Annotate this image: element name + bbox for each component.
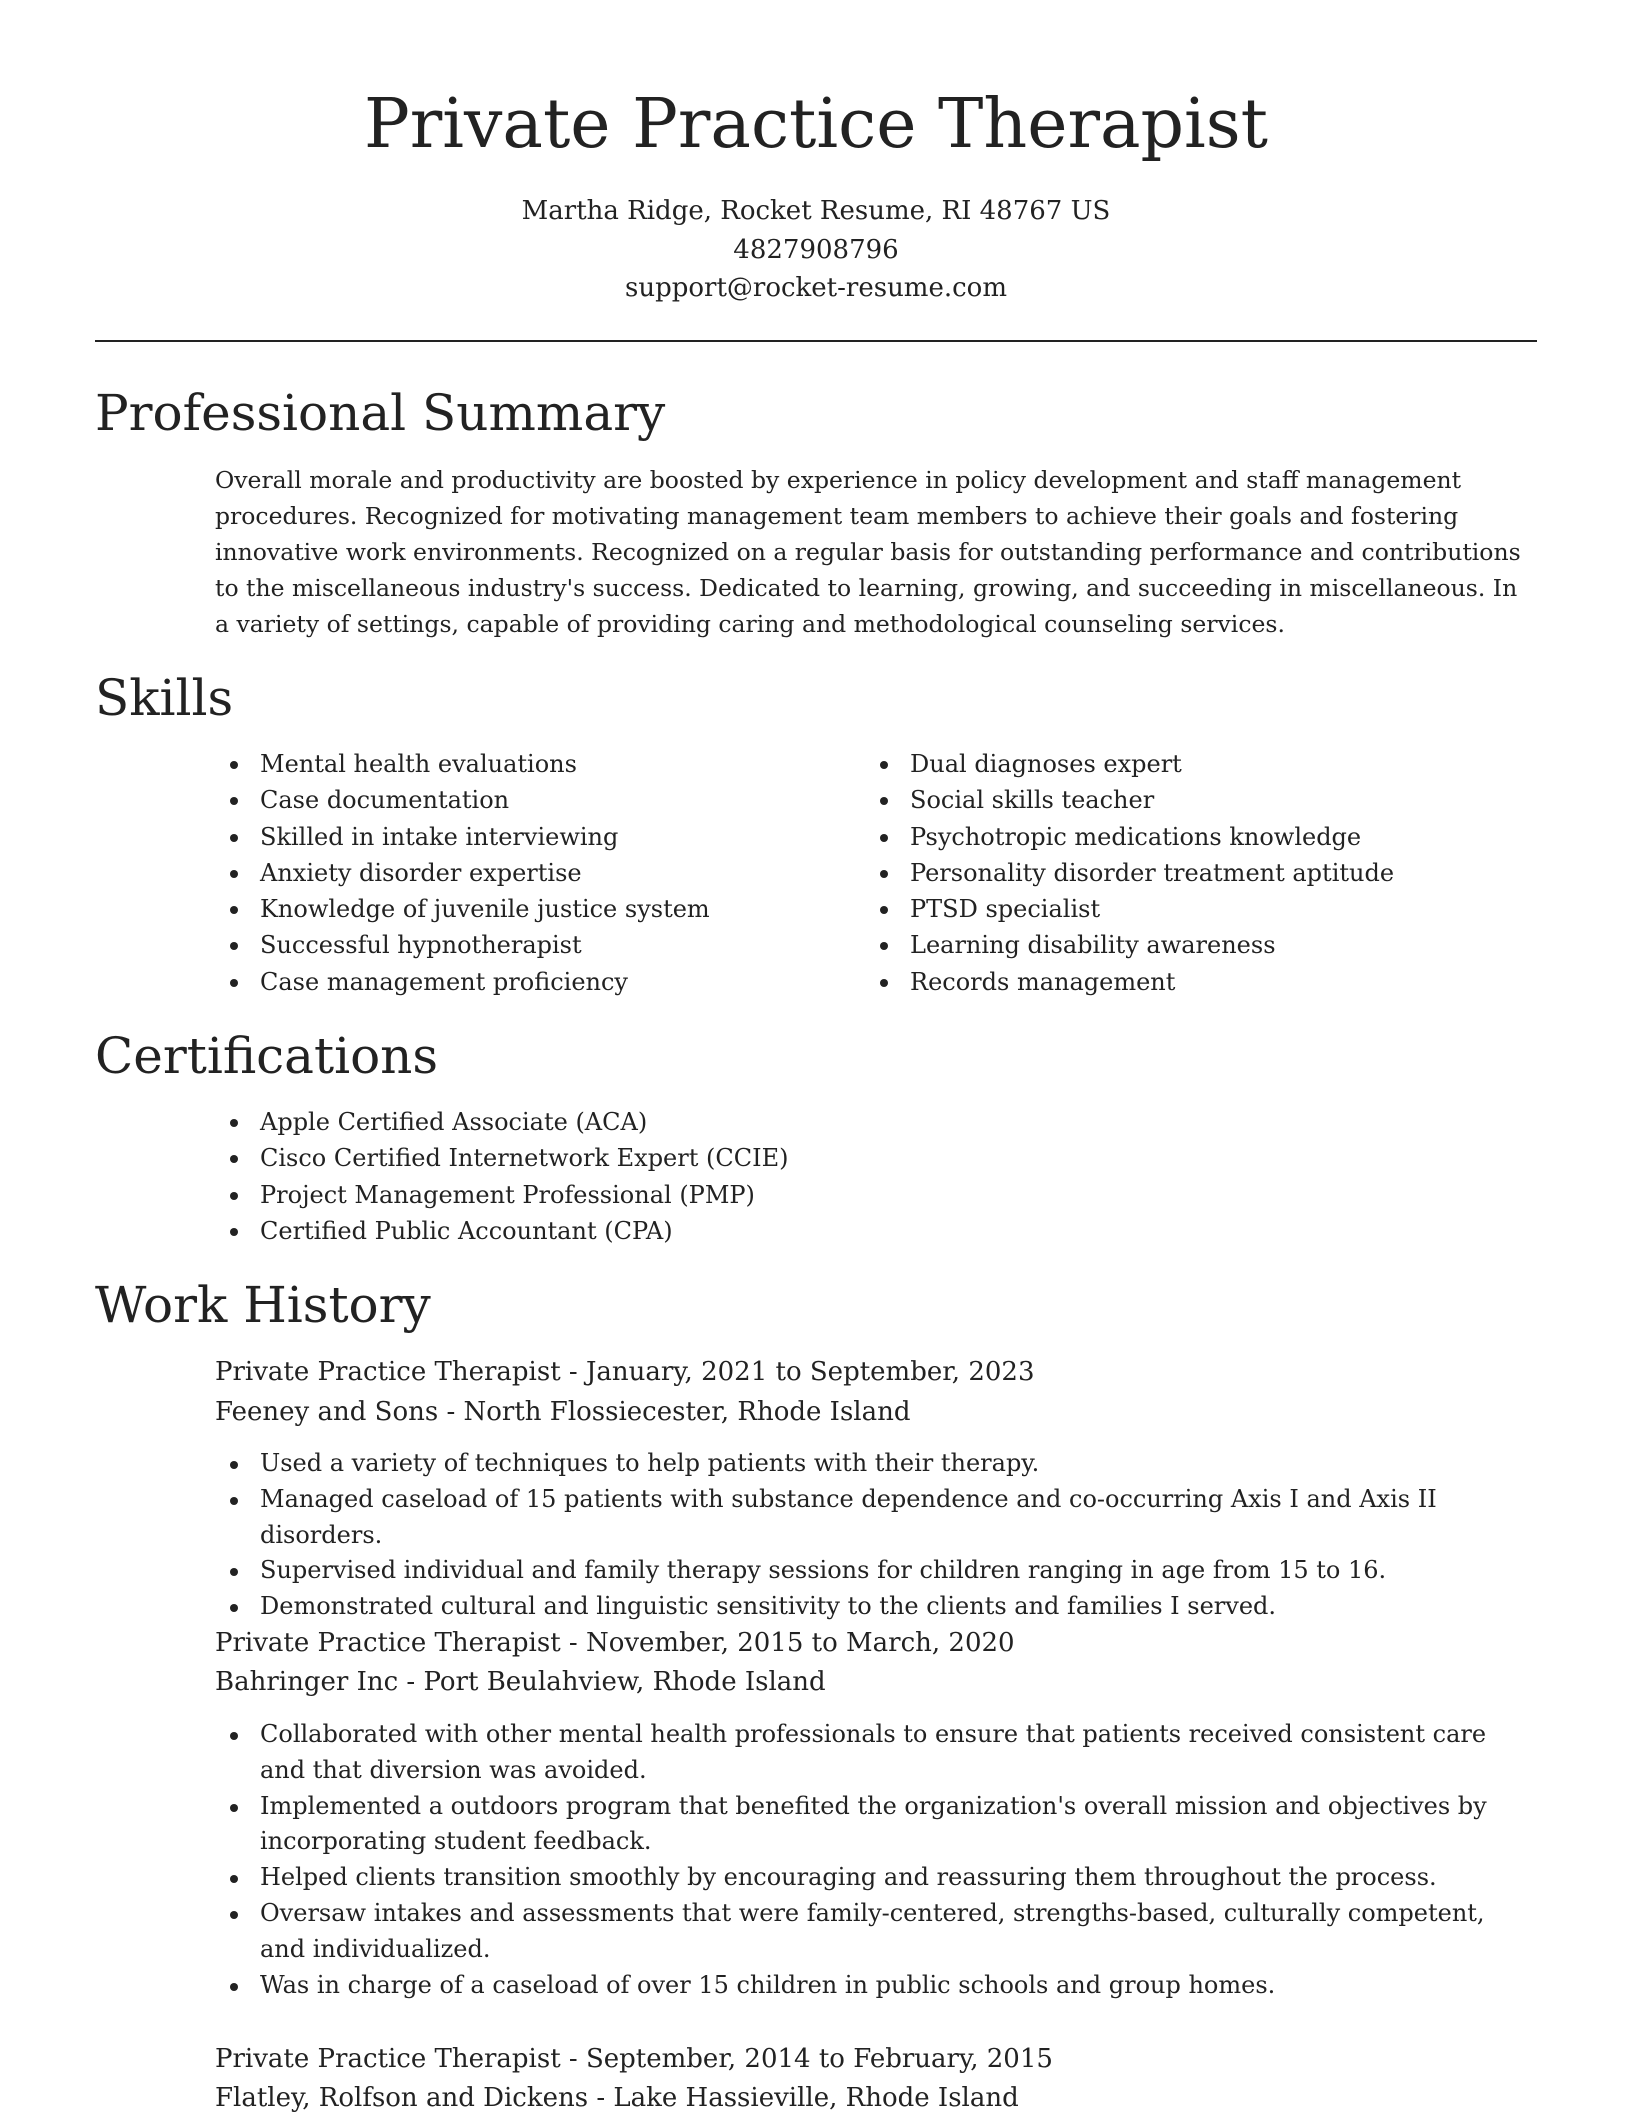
certification-item: Cisco Certified Internetwork Expert (CCIE) xyxy=(215,1140,1415,1176)
certification-item: Project Management Professional (PMP) xyxy=(215,1177,1415,1213)
job-bullet: Used a variety of techniques to help patients with their therapy. xyxy=(215,1446,1535,1482)
contact-phone: 4827908796 xyxy=(733,234,899,265)
header-divider xyxy=(95,340,1537,342)
contact-info xyxy=(0,192,1632,308)
certifications-list xyxy=(215,1104,1415,1249)
contact-address: Martha Ridge, Rocket Resume, RI 48767 US xyxy=(521,196,1111,226)
job-bullet: Supervised individual and family therapy sessions for children ranging in age from 15 to 16. xyxy=(215,1553,1535,1589)
skill-item: PTSD specialist xyxy=(865,891,1535,927)
section-heading-summary: Professional Summary xyxy=(95,384,666,442)
skills-list-right xyxy=(865,746,1535,1000)
skill-item: Learning disability awareness xyxy=(865,927,1535,963)
section-heading-skills: Skills xyxy=(95,669,234,727)
section-heading-work-history: Work History xyxy=(95,1276,431,1334)
job-bullet: Managed caseload of 15 patients with substance dependence and co-occurring Axis I and Axis II disorders. xyxy=(215,1482,1535,1554)
job-bullets xyxy=(215,1446,1535,1625)
job-role-line: Private Practice Therapist - September, 2014 to February, 2015 xyxy=(215,2044,1053,2074)
job-company-line: Flatley, Rolfson and Dickens - Lake Hassieville, Rhode Island xyxy=(215,2083,1019,2113)
skill-item: Case documentation xyxy=(215,782,815,818)
skill-item: Skilled in intake interviewing xyxy=(215,819,815,855)
skill-item: Successful hypnotherapist xyxy=(215,927,815,963)
skill-item: Mental health evaluations xyxy=(215,746,815,782)
job-bullet: Collaborated with other mental health professionals to ensure that patients received consistent care and that diversion was avoided. xyxy=(215,1717,1535,1789)
job-company-line: Feeney and Sons - North Flossiecester, Rhode Island xyxy=(215,1397,911,1427)
page-title: Private Practice Therapist xyxy=(364,85,1268,164)
skill-item: Personality disorder treatment aptitude xyxy=(865,855,1535,891)
job-bullet: Helped clients transition smoothly by encouraging and reassuring them throughout the process. xyxy=(215,1860,1535,1896)
skill-item: Case management proficiency xyxy=(215,964,815,1000)
contact-email: support@rocket-resume.com xyxy=(624,273,1007,303)
certification-item: Apple Certified Associate (ACA) xyxy=(215,1104,1415,1140)
skill-item: Dual diagnoses expert xyxy=(865,746,1535,782)
skill-item: Anxiety disorder expertise xyxy=(215,855,815,891)
skill-item: Knowledge of juvenile justice system xyxy=(215,891,815,927)
skill-item: Records management xyxy=(865,964,1535,1000)
job-bullet: Was in charge of a caseload of over 15 children in public schools and group homes. xyxy=(215,1968,1535,2004)
skill-item: Psychotropic medications knowledge xyxy=(865,819,1535,855)
job-role-line: Private Practice Therapist - November, 2015 to March, 2020 xyxy=(215,1628,1015,1658)
job-company-line: Bahringer Inc - Port Beulahview, Rhode Island xyxy=(215,1667,826,1697)
job-bullet: Demonstrated cultural and linguistic sensitivity to the clients and families I served. xyxy=(215,1589,1535,1625)
job-role-line: Private Practice Therapist - January, 2021 to September, 2023 xyxy=(215,1357,1035,1387)
skills-list-left xyxy=(215,746,815,1000)
certification-item: Certified Public Accountant (CPA) xyxy=(215,1213,1415,1249)
summary-text: Overall morale and productivity are boosted by experience in policy development and staff management procedures. Recognized for motivating management team members to achieve their goals and fostering innovative work environments. Recognized on a regular basis for outstanding performance and contributions to the miscellaneous industry's success. Dedicated to learning, growing, and succeeding in miscellaneous. In a variety of settings, capable of providing caring and methodological counseling services. xyxy=(215,466,1521,638)
job-bullet: Oversaw intakes and assessments that were family-centered, strengths-based, culturally competent, and individualized. xyxy=(215,1896,1535,1968)
section-heading-certifications: Certifications xyxy=(95,1027,439,1085)
job-bullets xyxy=(215,1717,1535,2003)
skill-item: Social skills teacher xyxy=(865,782,1535,818)
job-bullet: Implemented a outdoors program that benefited the organization's overall mission and objectives by incorporating student feedback. xyxy=(215,1789,1535,1861)
